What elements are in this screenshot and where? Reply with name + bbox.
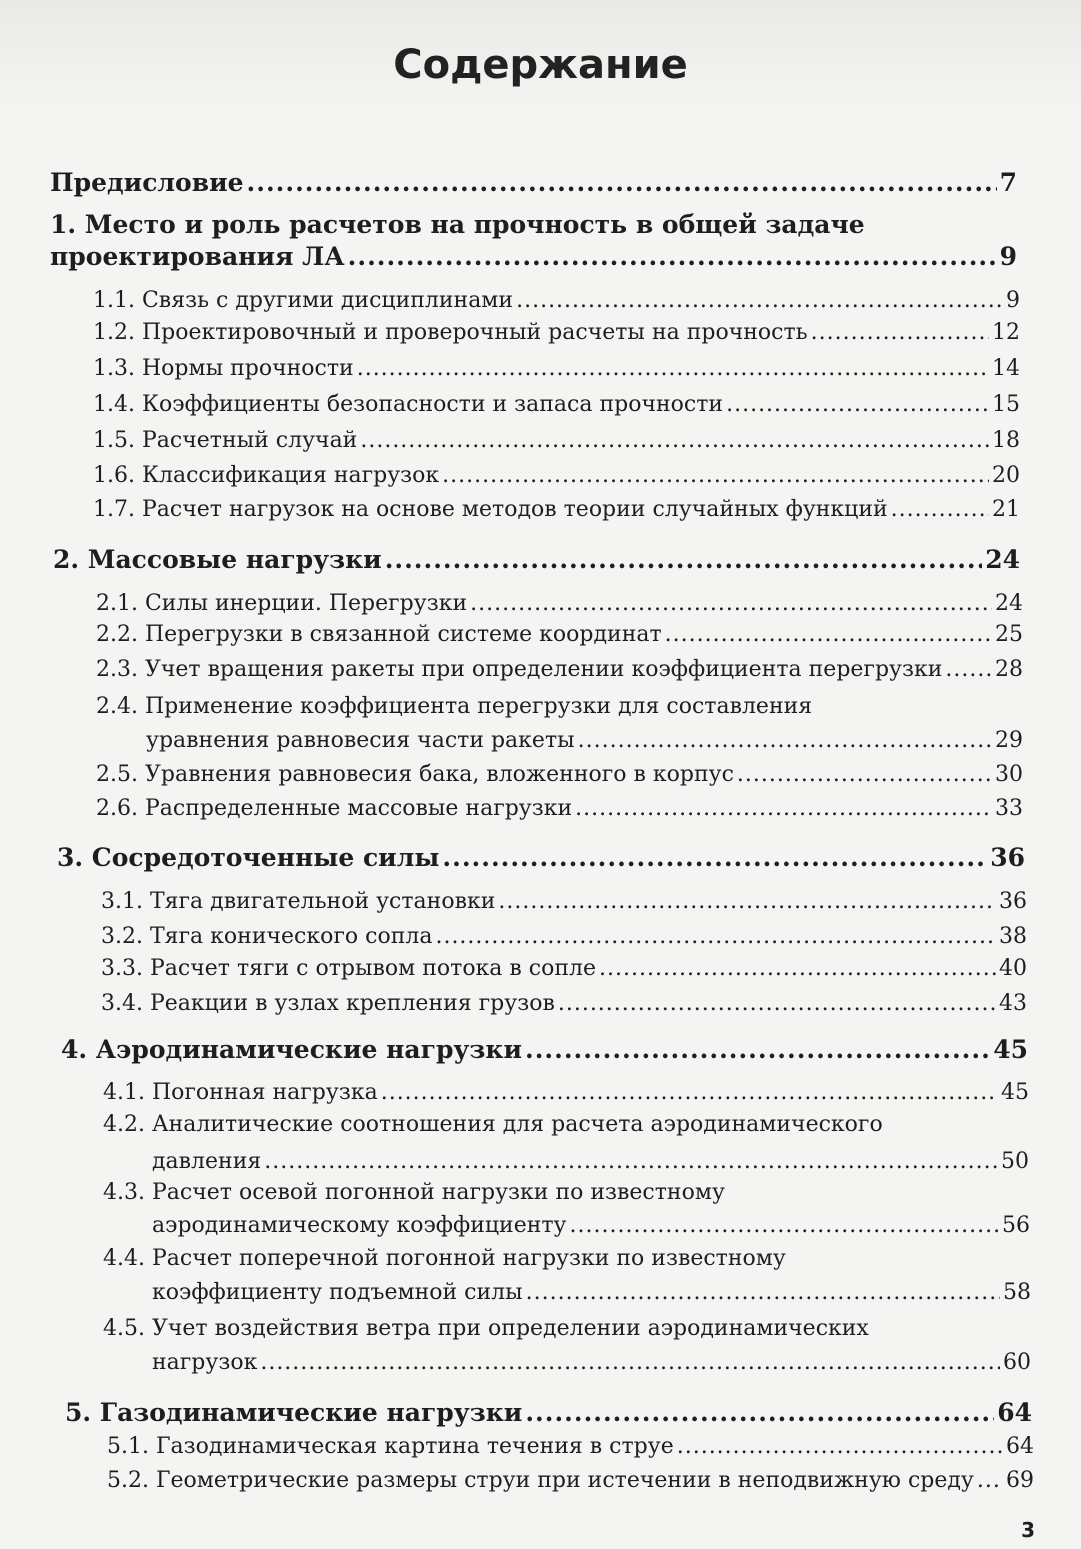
toc-entry-chapter-5[interactable] [65, 1398, 1032, 1427]
toc-entry-label: аэродинамическому коэффициенту [152, 1213, 567, 1238]
toc-entry-3-1[interactable] [101, 889, 1027, 914]
toc-entry-1-1[interactable] [93, 288, 1020, 313]
toc-entry-label: 1.2. Проектировочный и проверочный расчеты на прочность [93, 320, 808, 345]
dot-leader [525, 1035, 990, 1064]
dot-leader [726, 392, 989, 417]
toc-entry-page: 9 [1006, 288, 1020, 313]
toc-entry-page: 45 [993, 1035, 1028, 1064]
toc-entry-page: 9 [999, 242, 1017, 271]
dot-leader [599, 956, 996, 981]
toc-entry-label: Предисловие [50, 168, 244, 197]
toc-entry-page: 69 [1006, 1468, 1034, 1493]
dot-leader [260, 1350, 1000, 1375]
page-title: Содержание [393, 42, 688, 88]
toc-entry-label: 2.2. Перегрузки в связанной системе координат [96, 622, 662, 647]
toc-entry-label-line1[interactable]: 1. Место и роль расчетов на прочность в общей задаче [50, 210, 865, 239]
toc-entry-page: 25 [995, 622, 1023, 647]
toc-entry-1-5[interactable] [93, 428, 1020, 453]
toc-entry-1-4[interactable] [93, 392, 1020, 417]
toc-entry-page: 64 [997, 1398, 1032, 1427]
toc-entry-page: 45 [1001, 1080, 1029, 1105]
dot-leader [442, 843, 987, 872]
toc-entry-label: 2.3. Учет вращения ракеты при определении коэффициента перегрузки [96, 657, 943, 682]
dot-leader [360, 428, 989, 453]
toc-entry-label: давления [152, 1149, 262, 1174]
toc-entry-label: коэффициенту подъемной силы [152, 1280, 523, 1305]
dot-leader [516, 288, 1003, 313]
toc-entry-3-4[interactable] [101, 991, 1027, 1016]
toc-entry-page: 30 [995, 762, 1023, 787]
dot-leader [575, 796, 992, 821]
toc-entry-chapter-4[interactable] [61, 1035, 1028, 1064]
dot-leader [578, 728, 992, 753]
toc-entry-1-7[interactable] [93, 497, 1020, 522]
toc-entry-page: 43 [999, 991, 1027, 1016]
toc-entry-2-5[interactable] [96, 762, 1023, 787]
dot-leader [498, 889, 996, 914]
toc-entry-label-line1[interactable]: 4.3. Расчет осевой погонной нагрузки по известному [103, 1180, 725, 1205]
dot-leader [385, 545, 983, 574]
toc-entry-2-2[interactable] [96, 622, 1023, 647]
dot-leader [348, 242, 997, 271]
toc-entry-label: 4. Аэродинамические нагрузки [61, 1035, 522, 1064]
toc-entry-page: 40 [999, 956, 1027, 981]
dot-leader [811, 320, 989, 345]
toc-entry-chapter-2[interactable] [53, 545, 1020, 574]
dot-leader [442, 463, 989, 488]
toc-entry-2-6[interactable] [96, 796, 1023, 821]
toc-entry-page: 7 [999, 168, 1017, 197]
toc-entry-page: 15 [992, 392, 1020, 417]
toc-entry-label: 1.5. Расчетный случай [93, 428, 358, 453]
toc-entry-page: 38 [999, 924, 1027, 949]
toc-entry-label: нагрузок [152, 1350, 258, 1375]
toc-entry-4-4[interactable] [152, 1280, 1031, 1305]
toc-entry-label-line1[interactable]: 4.5. Учет воздействия ветра при определении аэродинамических [103, 1316, 869, 1341]
toc-entry-label: 1.7. Расчет нагрузок на основе методов теории случайных функций [93, 497, 888, 522]
toc-entry-5-2[interactable] [107, 1468, 1034, 1493]
toc-entry-1-3[interactable] [93, 356, 1020, 381]
toc-entry-label: 4.1. Погонная нагрузка [103, 1080, 378, 1105]
toc-entry-page: 12 [992, 320, 1020, 345]
toc-entry-label: 2.1. Силы инерции. Перегрузки [96, 591, 468, 616]
toc-entry-page: 24 [985, 545, 1020, 574]
dot-leader [264, 1149, 998, 1174]
toc-entry-4-5[interactable] [152, 1350, 1031, 1375]
dot-leader [570, 1213, 1000, 1238]
toc-entry-label: 5. Газодинамические нагрузки [65, 1398, 523, 1427]
toc-entry-label: 3.3. Расчет тяги с отрывом потока в сопле [101, 956, 597, 981]
dot-leader [357, 356, 989, 381]
toc-entry-4-1[interactable] [103, 1080, 1029, 1105]
toc-entry-label-line1[interactable]: 4.2. Аналитические соотношения для расчета аэродинамического [103, 1112, 883, 1137]
toc-entry-label: 2. Массовые нагрузки [53, 545, 382, 574]
toc-entry-2-4[interactable] [146, 728, 1023, 753]
toc-entry-1-2[interactable] [93, 320, 1020, 345]
toc-entry-4-2[interactable] [152, 1149, 1029, 1174]
toc-entry-page: 29 [995, 728, 1023, 753]
dot-leader [977, 1468, 1003, 1493]
toc-entry-label-line1[interactable]: 4.4. Расчет поперечной погонной нагрузки по известному [103, 1246, 786, 1271]
toc-entry-chapter-3[interactable] [57, 843, 1025, 872]
dot-leader [665, 622, 992, 647]
toc-entry-page: 18 [992, 428, 1020, 453]
toc-entry-label: проектирования ЛА [50, 242, 345, 271]
toc-entry-page: 64 [1006, 1434, 1034, 1459]
toc-entry-page: 33 [995, 796, 1023, 821]
toc-entry-page: 20 [992, 463, 1020, 488]
dot-leader [737, 762, 992, 787]
toc-entry-4-3[interactable] [152, 1213, 1030, 1238]
toc-entry-2-3[interactable] [96, 657, 1023, 682]
toc-entry-label: 3. Сосредоточенные силы [57, 843, 440, 872]
dot-leader [435, 924, 996, 949]
dot-leader [470, 591, 992, 616]
toc-entry-label: 5.1. Газодинамическая картина течения в струе [107, 1434, 674, 1459]
toc-entry-label: уравнения равновесия части ракеты [146, 728, 575, 753]
toc-entry-page: 50 [1001, 1149, 1029, 1174]
dot-leader [381, 1080, 998, 1105]
toc-entry-label: 1.3. Нормы прочности [93, 356, 354, 381]
toc-entry-label: 2.5. Уравнения равновесия бака, вложенного в корпус [96, 762, 734, 787]
toc-entry-label: 3.4. Реакции в узлах крепления грузов [101, 991, 555, 1016]
dot-leader [526, 1280, 1000, 1305]
page-number: 3 [1021, 1518, 1035, 1542]
toc-entry-preface[interactable] [50, 168, 1017, 197]
toc-entry-page: 58 [1003, 1280, 1031, 1305]
toc-entry-page: 56 [1002, 1213, 1030, 1238]
toc-entry-label: 1.6. Классификация нагрузок [93, 463, 440, 488]
toc-entry-page: 60 [1003, 1350, 1031, 1375]
toc-entry-3-2[interactable] [101, 924, 1027, 949]
toc-entry-5-1[interactable] [107, 1434, 1034, 1459]
toc-entry-label: 1.4. Коэффициенты безопасности и запаса прочности [93, 392, 724, 417]
toc-entry-page: 36 [990, 843, 1025, 872]
toc-entry-page: 36 [999, 889, 1027, 914]
toc-entry-label: 3.2. Тяга конического сопла [101, 924, 433, 949]
toc-entry-page: 14 [992, 356, 1020, 381]
toc-entry-label-line1[interactable]: 2.4. Применение коэффициента перегрузки для составления [96, 694, 813, 719]
toc-entry-chapter-1[interactable] [50, 242, 1017, 271]
dot-leader [558, 991, 996, 1016]
toc-entry-label: 5.2. Геометрические размеры струи при истечении в неподвижную среду [107, 1468, 974, 1493]
toc-entry-page: 21 [992, 497, 1020, 522]
toc-entry-2-1[interactable] [96, 591, 1023, 616]
toc-entry-label: 2.6. Распределенные массовые нагрузки [96, 796, 573, 821]
toc-entry-page: 24 [995, 591, 1023, 616]
dot-leader [247, 168, 997, 197]
dot-leader [891, 497, 989, 522]
dot-leader [945, 657, 992, 682]
toc-entry-1-6[interactable] [93, 463, 1020, 488]
dot-leader [677, 1434, 1003, 1459]
toc-entry-label: 3.1. Тяга двигательной установки [101, 889, 496, 914]
toc-entry-label: 1.1. Связь с другими дисциплинами [93, 288, 514, 313]
dot-leader [525, 1398, 994, 1427]
toc-entry-3-3[interactable] [101, 956, 1027, 981]
toc-entry-page: 28 [995, 657, 1023, 682]
